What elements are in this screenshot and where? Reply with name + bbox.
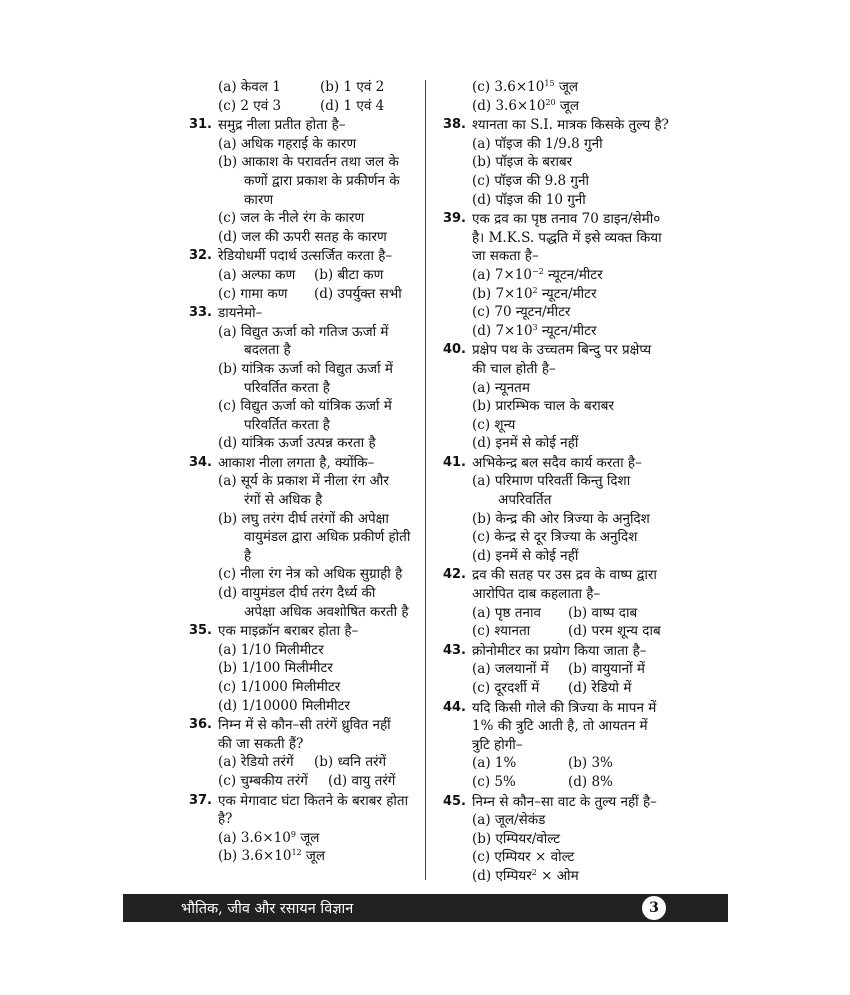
option-b: (b) बीटा कण <box>314 266 384 283</box>
question-stem: क्रोनोमीटर का प्रयोग किया जाता है– <box>472 642 647 659</box>
option-b-cont: कणों द्वारा प्रकाश के प्रकीर्णन के <box>244 172 400 189</box>
option-c: (c) 70 न्यूटन/मीटर <box>472 304 571 321</box>
question-number: 40. <box>442 342 466 358</box>
question-36 <box>178 716 418 753</box>
option-d: (d) इनमें से कोई नहीं <box>472 547 579 564</box>
option-d: (d) $3.6\times 10^{20}$ जूल <box>472 97 580 114</box>
option-d: (d) वायु तरंगें <box>328 772 396 789</box>
option-d-cont: अपेक्षा अधिक अवशोषित करती है <box>244 603 409 620</box>
option-c-cont: परिवर्तित करता है <box>244 416 330 433</box>
option-c: (c) श्यानता <box>472 623 531 640</box>
option-b: (b) पॉइज के बराबर <box>472 154 573 171</box>
question-number: 36. <box>188 717 212 733</box>
question-37 <box>178 792 418 829</box>
option-a: (a) अधिक गहराई के कारण <box>218 135 357 152</box>
question-stem: निम्न में से कौन–सी तरंगें ध्रुवित नहीं <box>218 717 391 734</box>
option-b: (b) वायुयानों में <box>568 661 645 678</box>
option-row <box>178 772 418 791</box>
option-a: (a) केवल 1 <box>218 79 281 95</box>
option-d: (d) एम्पियर$^2$ × ओम <box>472 867 579 884</box>
option-c: (c) केन्द्र से दूर त्रिज्या के अनुदिश <box>472 529 638 546</box>
option-b: (b) आकाश के परावर्तन तथा जल के <box>218 154 399 171</box>
question-45 <box>432 793 672 812</box>
question-43 <box>432 642 672 661</box>
question-stem-cont: है? <box>218 811 233 828</box>
option-a: (a) अल्फा कण <box>218 266 296 283</box>
option-a: (a) $3.6\times 10^9$ जूल <box>218 829 320 846</box>
question-number: 41. <box>442 454 466 470</box>
question-number: 35. <box>188 623 212 639</box>
option-d: (d) 1 एवं 4 <box>320 97 385 114</box>
option-a: (a) न्यूनतम <box>472 379 530 396</box>
option-a: (a) पॉइज की 1/9.8 गुनी <box>472 135 603 152</box>
option-b-cont: परिवर्तित करता है <box>244 379 330 396</box>
question-stem: श्यानता का S.I. मात्रक किसके तुल्य है? <box>472 117 669 134</box>
question-stem-cont: त्रुटि होगी– <box>472 736 523 753</box>
question-stem: एक मेगावाट घंटा कितने के बराबर होता <box>218 792 409 809</box>
question-number: 31. <box>188 117 212 133</box>
option-row <box>178 97 418 116</box>
option-b: (b) लघु तरंग दीर्घ तरंगों की अपेक्षा <box>218 510 389 527</box>
option-row <box>432 754 672 773</box>
page-footer <box>123 894 728 922</box>
question-number: 32. <box>188 248 212 264</box>
question-stem-cont: जा सकता है– <box>472 248 539 265</box>
question-stem: अभिकेन्द्र बल सदैव कार्य करता है– <box>472 454 642 471</box>
question-stem: प्रक्षेप पथ के उच्चतम बिन्दु पर प्रक्षेप्य <box>472 342 652 359</box>
question-number: 45. <box>442 793 466 809</box>
question-stem-cont: की जा सकती हैं? <box>218 735 304 752</box>
option-b: (b) ध्वनि तरंगें <box>314 754 387 771</box>
question-42 <box>432 566 672 603</box>
question-33 <box>178 304 418 323</box>
option-c: (c) $3.6\times 10^{15}$ जूल <box>472 79 579 95</box>
option-b: (b) 1/100 मिलीमीटर <box>218 660 333 677</box>
question-stem: समुद्र नीला प्रतीत होता है– <box>218 117 346 134</box>
option-row <box>432 604 672 623</box>
question-34 <box>178 454 418 473</box>
option-d: (d) पॉइज की 10 गुनी <box>472 191 586 208</box>
question-number: 33. <box>188 305 212 321</box>
question-stem-cont: की चाल होती है– <box>472 360 556 377</box>
option-row <box>178 78 418 97</box>
column-divider <box>425 80 426 880</box>
option-a-cont: अपरिवर्तित <box>498 492 552 509</box>
option-b: (b) केन्द्र की ओर त्रिज्या के अनुदिश <box>472 510 650 527</box>
question-stem: एक द्रव का पृष्ठ तनाव 70 डाइन/सेमी० <box>472 211 661 228</box>
option-b-cont: वायुमंडल द्वारा अधिक प्रकीर्ण होती <box>244 529 411 546</box>
question-number: 43. <box>442 642 466 658</box>
question-35 <box>178 622 418 641</box>
option-a: (a) जलयानों में <box>472 661 549 678</box>
option-b: (b) प्रारम्भिक चाल के बराबर <box>472 398 614 415</box>
option-b: (b) 3% <box>568 755 613 772</box>
option-b: (b) 1 एवं 2 <box>320 79 385 95</box>
option-c: (c) चुम्बकीय तरंगें <box>218 772 308 789</box>
option-c: (c) दूरदर्शी में <box>472 680 540 696</box>
option-row <box>178 285 418 304</box>
option-c: (c) विद्युत ऊर्जा को यांत्रिक ऊर्जा में <box>218 398 392 415</box>
option-row <box>178 753 418 772</box>
option-b-cont: है <box>244 547 252 564</box>
question-stem-cont: 1% की त्रुटि आती है, तो आयतन में <box>472 718 648 735</box>
question-32 <box>178 247 418 266</box>
question-stem: निम्न से कौन–सा वाट के तुल्य नहीं है– <box>472 793 657 810</box>
question-stem: द्रव की सतह पर उस द्रव के वाष्प द्वारा <box>472 567 657 584</box>
question-stem: आकाश नीला लगता है, क्योंकि– <box>218 454 375 471</box>
option-row <box>432 622 672 641</box>
question-38 <box>432 116 672 135</box>
option-c: (c) 5% <box>472 773 516 790</box>
option-c: (c) 2 एवं 3 <box>218 97 282 114</box>
option-d: (d) 8% <box>568 773 613 790</box>
option-d: (d) इनमें से कोई नहीं <box>472 435 579 452</box>
question-stem: रेडियोधर्मी पदार्थ उत्सर्जित करता है– <box>218 248 393 265</box>
option-b: (b) $3.6\times 10^{12}$ जूल <box>218 848 326 865</box>
option-a: (a) रेडियो तरंगें <box>218 754 294 771</box>
footer-title: भौतिक, जीव और रसायन विज्ञान <box>181 901 354 917</box>
option-c: (c) शून्य <box>472 416 516 433</box>
option-a: (a) परिमाण परिवर्ती किन्तु दिशा <box>472 473 631 490</box>
option-c: (c) पॉइज की 9.8 गुनी <box>472 172 589 189</box>
question-stem: यदि किसी गोले की त्रिज्या के मापन में <box>472 699 657 716</box>
option-b: (b) $7\times 10^2$ न्यूटन/मीटर <box>472 285 597 302</box>
option-b-cont: कारण <box>244 191 274 208</box>
option-c: (c) 1/1000 मिलीमीटर <box>218 679 341 695</box>
option-b: (b) वाष्प दाब <box>568 604 638 621</box>
option-c: (c) एम्पियर × वोल्ट <box>472 849 575 866</box>
option-a: (a) जूल/सेकंड <box>472 812 546 829</box>
option-row <box>432 660 672 679</box>
question-stem-cont: आरोपित दाब कहलाता है– <box>472 586 601 603</box>
option-a: (a) विद्युत ऊर्जा को गतिज ऊर्जा में <box>218 323 389 340</box>
option-d: (d) जल की ऊपरी सतह के कारण <box>218 228 387 245</box>
question-31 <box>178 116 418 135</box>
option-row <box>178 266 418 285</box>
option-d: (d) रेडियो में <box>568 680 632 696</box>
option-a-cont: रंगों से अधिक है <box>244 492 323 509</box>
option-row <box>432 773 672 792</box>
page-number-badge: 3 <box>642 896 666 920</box>
option-a: (a) 1% <box>472 755 517 772</box>
option-a: (a) पृष्ठ तनाव <box>472 604 541 621</box>
question-number: 39. <box>442 211 466 227</box>
question-stem: डायनेमो– <box>218 305 263 322</box>
question-stem: एक माइक्रॉन बराबर होता है– <box>218 623 359 640</box>
question-number: 37. <box>188 792 212 808</box>
question-41 <box>432 454 672 473</box>
option-c: (c) जल के नीले रंग के कारण <box>218 210 365 227</box>
option-d: (d) यांत्रिक ऊर्जा उत्पन्न करता है <box>218 435 376 452</box>
left-column <box>178 78 418 866</box>
question-40 <box>432 341 672 378</box>
right-column <box>432 78 672 886</box>
question-number: 42. <box>442 567 466 583</box>
question-number: 34. <box>188 454 212 470</box>
question-number: 44. <box>442 699 466 715</box>
question-number: 38. <box>442 117 466 133</box>
question-39 <box>432 210 672 266</box>
option-a-cont: बदलता है <box>244 342 291 359</box>
option-a: (a) $7\times 10^{-2}$ न्यूटन/मीटर <box>472 266 603 283</box>
question-44 <box>432 699 672 755</box>
option-d: (d) 1/10000 मिलीमीटर <box>218 697 350 714</box>
option-b: (b) यांत्रिक ऊर्जा को विद्युत ऊर्जा में <box>218 360 393 377</box>
option-row <box>432 679 672 698</box>
option-c: (c) नीला रंग नेत्र को अधिक सुग्राही है <box>218 566 403 583</box>
option-d: (d) वायुमंडल दीर्घ तरंग दैर्ध्य की <box>218 585 376 602</box>
option-d: (d) $7\times 10^3$ न्यूटन/मीटर <box>472 322 597 339</box>
option-c: (c) गामा कण <box>218 285 288 302</box>
option-d: (d) उपर्युक्त सभी <box>314 285 402 302</box>
question-stem-cont: है। M.K.S. पद्धति में इसे व्यक्त किया <box>472 229 662 246</box>
option-a: (a) 1/10 मिलीमीटर <box>218 641 324 658</box>
option-d: (d) परम शून्य दाब <box>568 623 661 640</box>
option-a: (a) सूर्य के प्रकाश में नीला रंग और <box>218 473 389 490</box>
option-b: (b) एम्पियर/वोल्ट <box>472 830 560 847</box>
